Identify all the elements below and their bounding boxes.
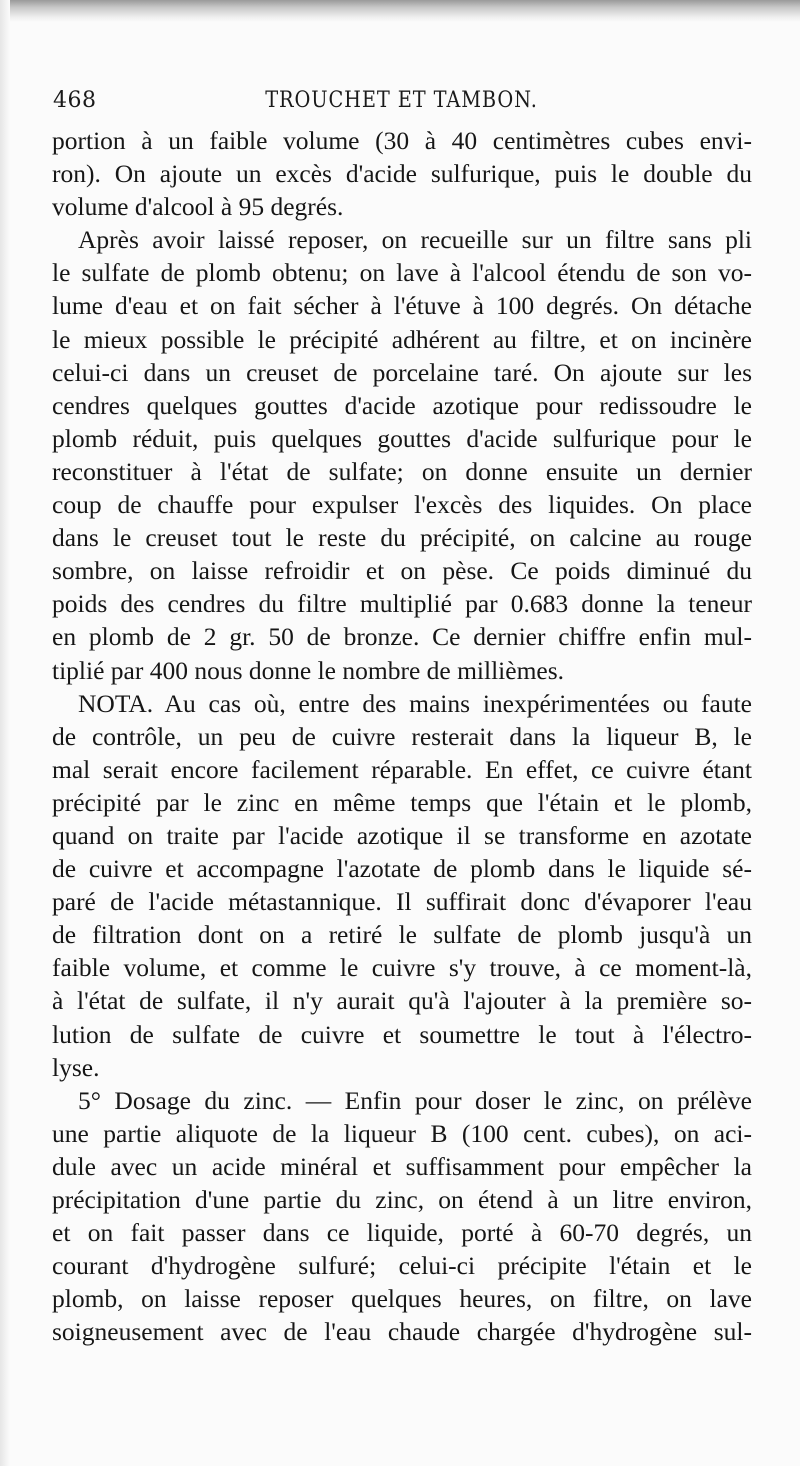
- text-line: de cuivre et accompagne l'azotate de plomb dans le liquide sé-: [52, 854, 752, 884]
- text-line: dule avec un acide minéral et suffisamment pour empêcher la: [52, 1151, 752, 1181]
- text-line: précipitation d'une partie du zinc, on étend à un litre environ,: [52, 1185, 752, 1214]
- text-line: lyse.: [52, 1052, 100, 1082]
- text-line: cendres quelques gouttes d'acide azotique pour redissoudre le: [52, 390, 752, 420]
- text-line: mal serait encore facilement réparable. En effet, ce cuivre étant: [52, 754, 752, 784]
- text-line: celui-ci dans un creuset de porcelaine taré. On ajoute sur les: [52, 357, 752, 387]
- text-line: dans le creuset tout le reste du précipité, on calcine au rouge: [52, 523, 752, 553]
- running-title: TROUCHET ET TAMBON.: [265, 88, 538, 113]
- text-line: volume d'alcool à 95 degrés.: [52, 192, 344, 222]
- text-line: sombre, on laisse refroidir et on pèse. Ce poids diminué du: [52, 556, 752, 586]
- text-line: lution de sulfate de cuivre et soumettre le tout à l'électro-: [52, 1019, 752, 1049]
- text-line: plomb, on laisse reposer quelques heures, on filtre, on lave: [52, 1284, 752, 1314]
- text-line: 5° Dosage du zinc. — Enfin pour doser le zinc, on prélève: [78, 1085, 752, 1115]
- text-line: quand on traite par l'acide azotique il se transforme en azotate: [52, 820, 752, 850]
- text-line: reconstituer à l'état de sulfate; on donne ensuite un dernier: [52, 456, 752, 486]
- text-line: plomb réduit, puis quelques gouttes d'acide sulfurique pour le: [52, 423, 752, 453]
- text-line: coup de chauffe pour expulser l'excès des liquides. On place: [52, 490, 752, 520]
- text-line: ron). On ajoute un excès d'acide sulfurique, puis le double du: [52, 159, 752, 189]
- text-line: le sulfate de plomb obtenu; on lave à l'alcool étendu de son vo-: [52, 258, 752, 288]
- scan-top-shadow: [0, 0, 800, 22]
- text-line: et on fait passer dans ce liquide, porté à 60-70 degrés, un: [52, 1218, 752, 1248]
- text-line: portion à un faible volume (30 à 40 centimètres cubes envi-: [52, 126, 752, 155]
- text-line: lume d'eau et on fait sécher à l'étuve à 100 degrés. On détache: [52, 291, 752, 321]
- text-line: en plomb de 2 gr. 50 de bronze. Ce dernier chiffre enfin mul-: [52, 622, 752, 652]
- scan-left-edge: [0, 0, 10, 1466]
- text-line: à l'état de sulfate, il n'y aurait qu'à l'ajouter à la première so-: [52, 986, 752, 1016]
- text-line: Après avoir laissé reposer, on recueille sur un filtre sans pli: [78, 225, 752, 255]
- text-line: de contrôle, un peu de cuivre resterait dans la liqueur B, le: [52, 721, 752, 751]
- text-line: de filtration dont on a retiré le sulfate de plomb jusqu'à un: [52, 920, 752, 950]
- text-line: NOTA. Au cas où, entre des mains inexpérimentées ou faute: [78, 688, 752, 718]
- text-line: paré de l'acide métastannique. Il suffirait donc d'évaporer l'eau: [52, 887, 752, 917]
- text-line: une partie aliquote de la liqueur B (100 cent. cubes), on aci-: [52, 1118, 752, 1148]
- text-line: courant d'hydrogène sulfuré; celui-ci précipite l'étain et le: [52, 1251, 752, 1281]
- running-header: [53, 86, 750, 118]
- body-text: [52, 124, 752, 1348]
- text-line: le mieux possible le précipité adhérent au filtre, et on incinère: [52, 324, 752, 354]
- text-line: tiplié par 400 nous donne le nombre de millièmes.: [52, 655, 565, 685]
- text-line: soigneusement avec de l'eau chaude chargée d'hydrogène sul-: [52, 1317, 752, 1347]
- text-line: faible volume, et comme le cuivre s'y trouve, à ce moment-là,: [52, 953, 752, 983]
- page-number: 468: [53, 88, 97, 113]
- text-line: poids des cendres du filtre multiplié par 0.683 donne la teneur: [52, 589, 752, 619]
- text-line: précipité par le zinc en même temps que l'étain et le plomb,: [52, 787, 752, 817]
